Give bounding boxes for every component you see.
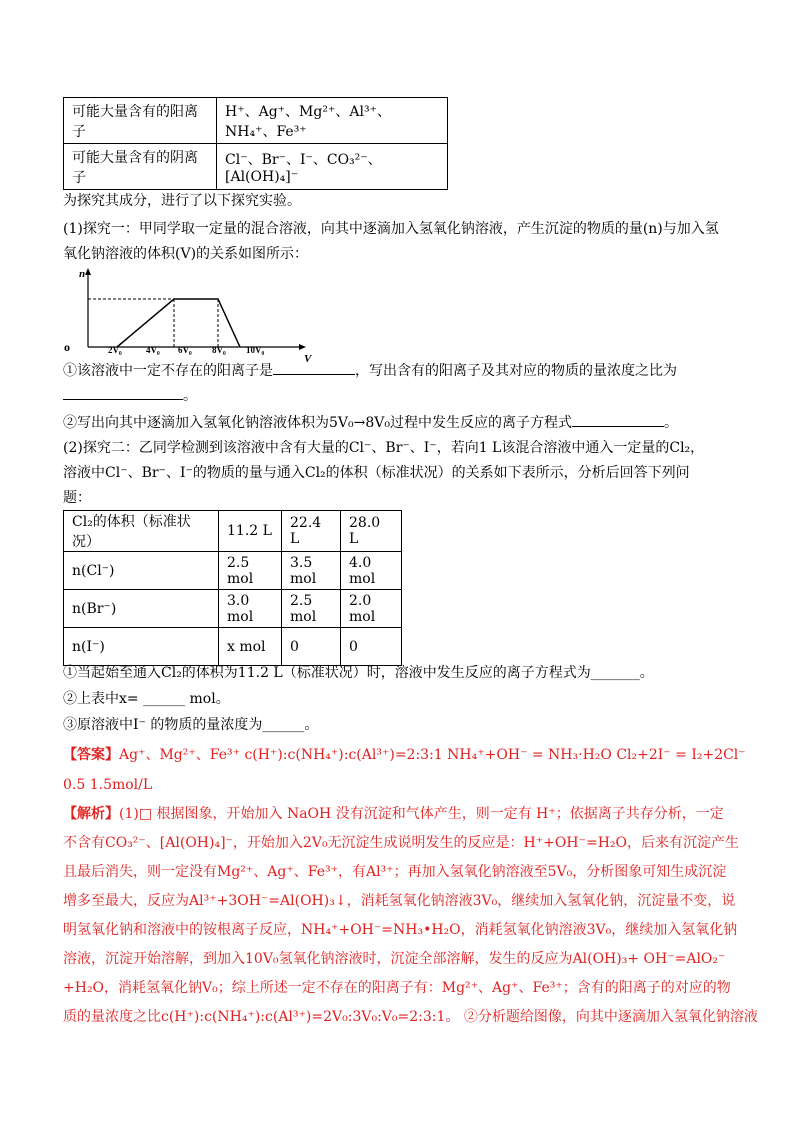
table-header-row xyxy=(64,511,402,552)
answer-blank xyxy=(63,385,183,400)
sub-question-line: ①当起始至通入Cl₂的体积为11.2 L（标准状况）时，溶液中发生反应的离子方程式为_______。 xyxy=(63,665,654,681)
sub-question-line: ②上表中x= ______ mol。 xyxy=(63,691,230,707)
question-text: 。 xyxy=(664,415,678,431)
paragraph-line: 氧化钠溶液的体积(V)的关系如图所示： xyxy=(63,246,309,262)
table-header-cell: 28.0 L xyxy=(341,511,402,552)
y-axis-label: n xyxy=(79,268,86,280)
analysis-line: 溶液，沉淀开始溶解，到加入10V₀氢氧化钠溶液时，沉淀全部溶解，发生的反应为Al(OH)₃+ OH⁻=AlO₂⁻ xyxy=(63,951,726,967)
table-header-cell: 11.2 L xyxy=(219,511,282,552)
paragraph-line: 溶液中Cl⁻、Br⁻、I⁻的物质的量与通入Cl₂的体积（标准状况）的关系如下表所示，分析后回答下列问 xyxy=(63,465,690,481)
x-tick-label: 8V₀ xyxy=(212,345,226,355)
table-cell: 3.0 mol xyxy=(219,590,282,628)
answer-label: 【答案】 xyxy=(63,747,119,763)
table-row xyxy=(64,552,402,590)
ion-table xyxy=(63,97,448,190)
precipitate-curve xyxy=(117,299,240,347)
analysis-line: 不含有CO₃²⁻、[Al(OH)₄]⁻，开始加入2V₀无沉淀生成说明发生的反应是：H⁺+OH⁻=H₂O，后来有沉淀产生 xyxy=(63,835,739,851)
x-tick-label: 4V₀ xyxy=(146,345,160,355)
paragraph-line: 为探究其成分，进行了以下探究实验。 xyxy=(63,193,301,209)
table-cell: 2.5 mol xyxy=(219,552,282,590)
question-text: 。 xyxy=(183,388,197,404)
question-text: ①该溶液中一定不存在的阳离子是 xyxy=(63,363,273,379)
sub-question-line: ③原溶液中I⁻ 的物质的量浓度为______。 xyxy=(63,717,319,733)
origin-label: o xyxy=(64,340,70,354)
table-row xyxy=(64,98,448,144)
table-cell: 2.5 mol xyxy=(282,590,341,628)
paragraph-line: 题： xyxy=(63,490,91,506)
analysis-line: +H₂O，消耗氢氧化钠V₀；综上所述一定不存在的阳离子有：Mg²⁺、Ag⁺、Fe³⁺；含有的阳离子的对应的物 xyxy=(63,980,731,996)
y-axis-arrow-icon xyxy=(85,268,91,275)
question-line xyxy=(63,360,677,380)
answer-line xyxy=(63,746,746,764)
table-cell: x mol xyxy=(219,628,282,666)
table-cell: n(Cl⁻) xyxy=(64,552,219,590)
analysis-line: 且最后消失，则一定没有Mg²⁺、Ag⁺、Fe³⁺，有Al³⁺；再加入氢氧化钠溶液至5V₀，分析图象可知生成沉淀 xyxy=(63,864,727,880)
table-header-cell: 可能大量含有的阴离子 xyxy=(64,144,217,190)
table-cell: n(I⁻) xyxy=(64,628,219,666)
table-header-cell: Cl₂的体积（标准状况） xyxy=(64,511,219,552)
analysis-label: 【解析】 xyxy=(63,806,119,822)
analysis-line: 明氢氧化钠和溶液中的铵根离子反应，NH₄⁺+OH⁻=NH₃•H₂O，消耗氢氧化钠溶液3V₀，继续加入氢氧化钠 xyxy=(63,922,738,938)
table-row xyxy=(64,590,402,628)
table-row xyxy=(64,628,402,666)
table-cell: n(Br⁻) xyxy=(64,590,219,628)
x-tick-label: 10V₀ xyxy=(246,345,265,355)
x-tick-label: 2V₀ xyxy=(108,345,122,355)
question-text: ，写出含有的阳离子及其对应的物质的量浓度之比为 xyxy=(355,363,677,379)
question-line xyxy=(63,412,678,432)
table-cell: 3.5 mol xyxy=(282,552,341,590)
answer-blank xyxy=(273,360,355,375)
answer-line: 0.5 1.5mol/L xyxy=(63,777,153,793)
table-header-cell: 22.4 L xyxy=(282,511,341,552)
table-cell: 0 xyxy=(341,628,402,666)
analysis-text: (1)□ 根据图象，开始加入 NaOH 没有沉淀和气体产生，则一定有 H⁺；依据离子共存分析，一定 xyxy=(119,806,724,822)
question-line xyxy=(63,385,197,405)
x-axis-label: V xyxy=(304,353,312,365)
answer-blank xyxy=(572,412,664,427)
analysis-line: 增多至最大，反应为Al³⁺+3OH⁻=Al(OH)₃↓，消耗氢氧化钠溶液3V₀，继续加入氢氧化钠，沉淀量不变，说 xyxy=(63,893,736,909)
paragraph-line: (1)探究一：甲同学取一定量的混合溶液，向其中逐滴加入氢氧化钠溶液，产生沉淀的物质的量(n)与加入氢 xyxy=(63,221,719,237)
analysis-line: 质的量浓度之比c(H⁺):c(NH₄⁺):c(Al³⁺)=2V₀:3V₀:V₀=2:3:1。 ②分析题给图像，向其中逐滴加入氢氧化钠溶液 xyxy=(63,1009,758,1025)
table-header-cell: 可能大量含有的阳离子 xyxy=(64,98,217,144)
x-tick-label: 6V₀ xyxy=(178,345,192,355)
analysis-line xyxy=(63,805,724,823)
x-axis-arrow-icon xyxy=(299,344,306,350)
table-cell: H⁺、Ag⁺、Mg²⁺、Al³⁺、NH₄⁺、Fe³⁺ xyxy=(217,98,448,144)
answer-text: Ag⁺、Mg²⁺、Fe³⁺ c(H⁺):c(NH₄⁺):c(Al³⁺)=2:3:1 NH₄⁺+OH⁻ = NH₃·H₂O Cl₂+2I⁻ = I₂+2Cl⁻ xyxy=(119,747,746,763)
table-cell: Cl⁻、Br⁻、I⁻、CO₃²⁻、[Al(OH)₄]⁻ xyxy=(217,144,448,190)
paragraph-line: (2)探究二：乙同学检测到该溶液中含有大量的Cl⁻、Br⁻、I⁻，若向1 L该混合溶液中通入一定量的Cl₂， xyxy=(63,440,705,456)
table-row xyxy=(64,144,448,190)
table-cell: 4.0 mol xyxy=(341,552,402,590)
table-cell: 2.0 mol xyxy=(341,590,402,628)
table-cell: 0 xyxy=(282,628,341,666)
chlorine-table xyxy=(63,510,402,666)
question-text: ②写出向其中逐滴加入氢氧化钠溶液体积为5V₀→8V₀过程中发生反应的离子方程式 xyxy=(63,415,572,431)
precipitate-graph xyxy=(62,265,322,365)
